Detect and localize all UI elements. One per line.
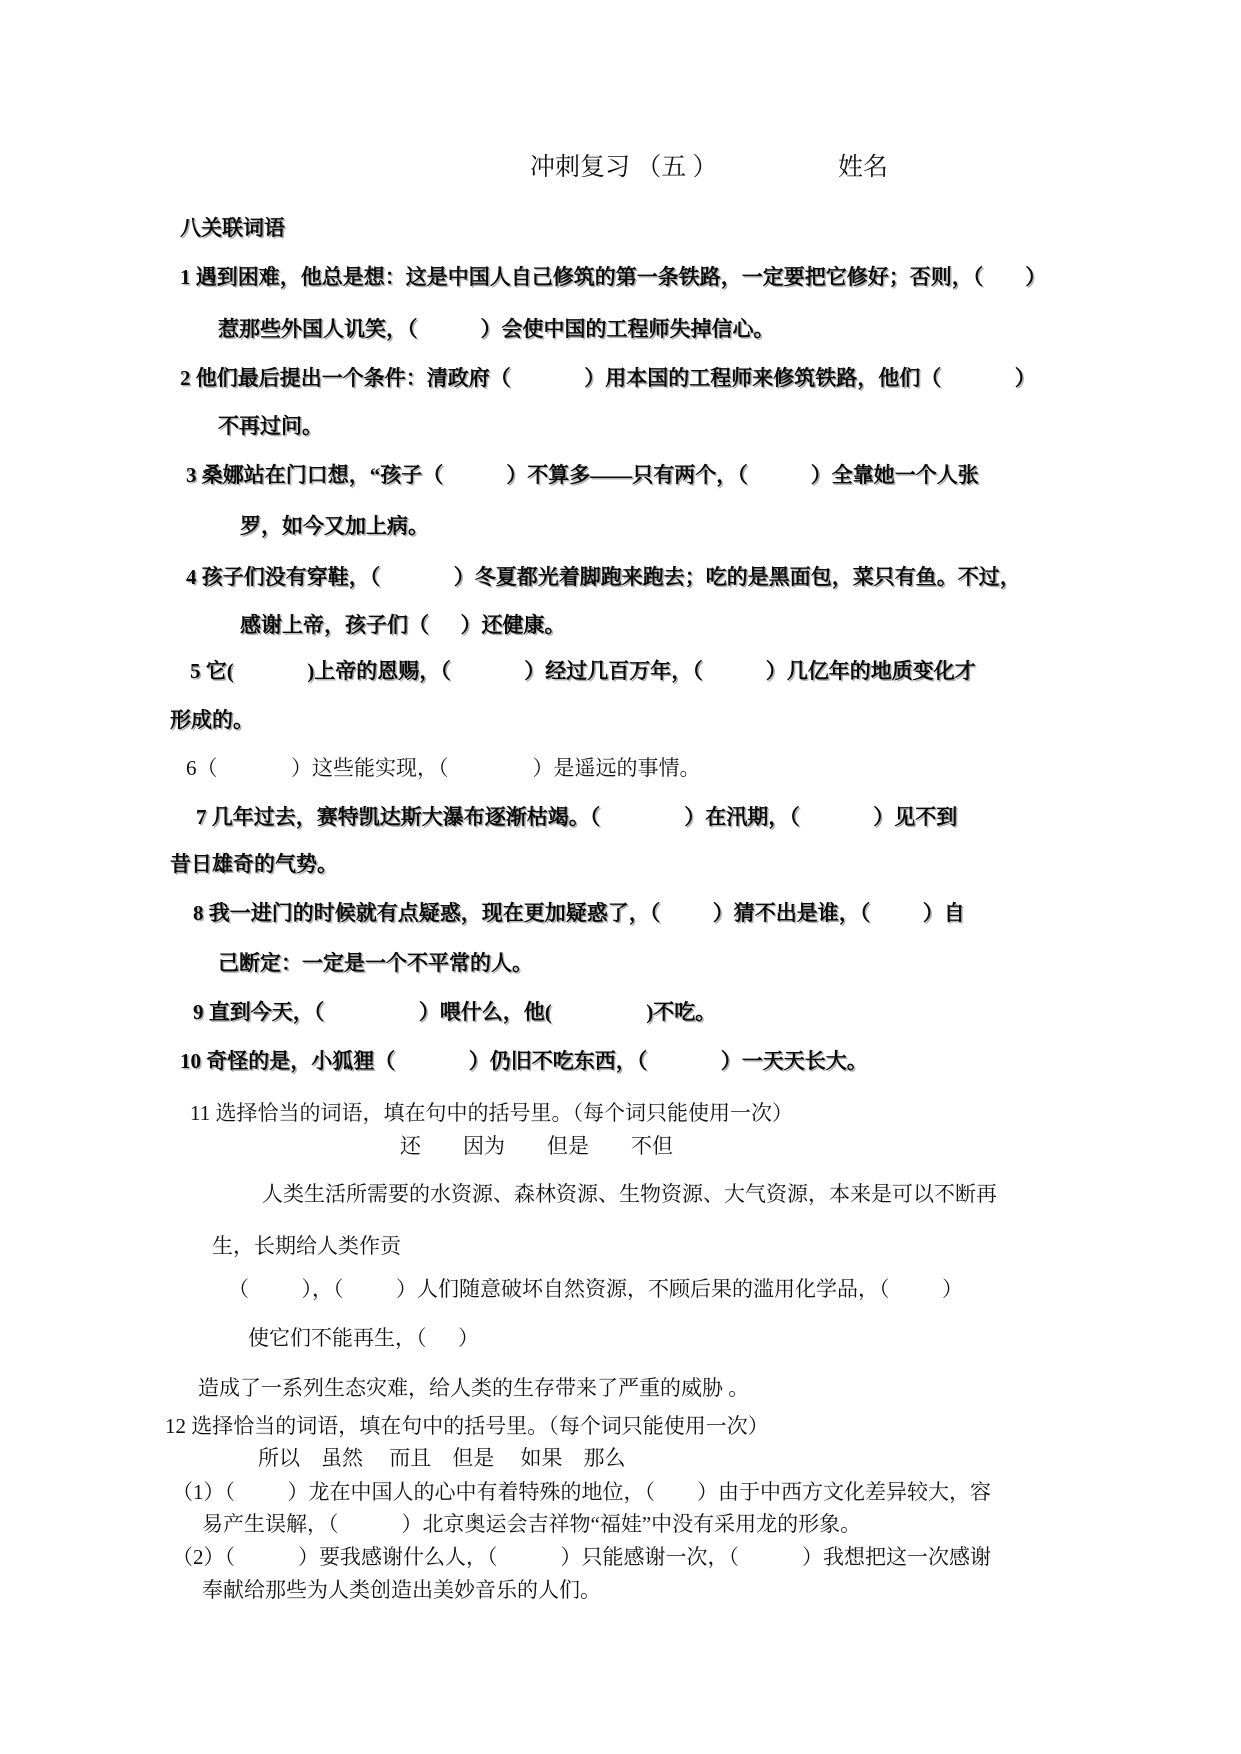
item-2-line-1: 2 他们最后提出一个条件：清政府（ ）用本国的工程师来修筑铁路，他们（ ） xyxy=(180,366,1036,390)
name-label: 姓名 xyxy=(838,154,889,181)
item-3-line-1: 3 桑娜站在门口想，“孩子（ ）不算多——只有两个，（ ）全靠她一个人张 xyxy=(186,463,979,487)
item-11-text-line-2: 生，长期给人类作贡 xyxy=(212,1234,401,1258)
item-12-q1-line-1: （1）（ ）龙在中国人的心中有着特殊的地位，（ ）由于中西方文化差异较大，容 xyxy=(172,1480,991,1504)
item-12-q2-line-1: （2）（ ）要我感谢什么人，（ ）只能感谢一次，（ ）我想把这一次感谢 xyxy=(172,1545,991,1569)
item-7-line-2: 昔日雄奇的气势。 xyxy=(170,852,338,876)
item-12-q2-line-2: 奉献给那些为人类创造出美妙音乐的人们。 xyxy=(202,1578,601,1602)
item-7-line-1: 7 几年过去，赛特凯达斯大瀑布逐渐枯竭。（ ）在汛期，（ ）见不到 xyxy=(196,805,958,829)
item-8-line-2: 己断定：一定是一个不平常的人。 xyxy=(218,951,533,975)
item-10-line: 10 奇怪的是，小狐狸（ ）仍旧不吃东西，（ ）一天天长大。 xyxy=(180,1049,868,1073)
item-4-line-2: 感谢上帝，孩子们（ ）还健康。 xyxy=(240,613,566,637)
item-1-line-1: 1 遇到困难，他总是想：这是中国人自己修筑的第一条铁路，一定要把它修好；否则，（ ） xyxy=(180,265,1047,289)
item-11-text-line-5: 造成了一系列生态灾难，给人类的生存带来了严重的威胁 。 xyxy=(198,1376,750,1400)
item-6-line: 6（ ）这些能实现，（ ）是遥远的事情。 xyxy=(186,756,701,780)
item-11-text-line-4: 使它们不能再生，（ ） xyxy=(248,1326,479,1350)
item-12-word-bank: 所以 虽然 而且 但是 如果 那么 xyxy=(258,1446,626,1470)
item-12-prompt: 12 选择恰当的词语，填在句中的括号里。（每个词只能使用一次） xyxy=(165,1414,769,1438)
item-5-line-2: 形成的。 xyxy=(170,708,254,732)
item-11-text-line-3: （ ），（ ）人们随意破坏自然资源，不顾后果的滥用化学品，（ ） xyxy=(228,1277,963,1301)
item-12-q1-line-2: 易产生误解，（ ）北京奥运会吉祥物“福娃”中没有采用龙的形象。 xyxy=(202,1512,862,1536)
item-9-line: 9 直到今天，（ ）喂什么，他( )不吃。 xyxy=(193,1000,717,1024)
item-11-text-line-1: 人类生活所需要的水资源、森林资源、生物资源、大气资源，本来是可以不断再 xyxy=(262,1182,997,1206)
item-1-line-2: 惹那些外国人讥笑，（ ）会使中国的工程师失掉信心。 xyxy=(218,317,775,341)
item-8-line-1: 8 我一进门的时候就有点疑惑，现在更加疑惑了，（ ）猜不出是谁，（ ）自 xyxy=(193,901,965,925)
item-5-line-1: 5 它( )上帝的恩赐，（ ）经过几百万年，（ ）几亿年的地质变化才 xyxy=(190,659,976,683)
page-title: 冲刺复习 （五 ） xyxy=(530,154,718,181)
item-11-prompt: 11 选择恰当的词语，填在句中的括号里。（每个词只能使用一次） xyxy=(190,1101,793,1125)
item-2-line-2: 不再过问。 xyxy=(218,414,323,438)
item-11-word-bank: 还 因为 但是 不但 xyxy=(400,1134,673,1158)
item-4-line-1: 4 孩子们没有穿鞋，（ ）冬夏都光着脚跑来跑去；吃的是黑面包，菜只有鱼。不过， xyxy=(186,565,1021,589)
item-3-line-2: 罗，如今又加上病。 xyxy=(240,514,429,538)
section-heading: 八关联词语 xyxy=(180,216,285,240)
